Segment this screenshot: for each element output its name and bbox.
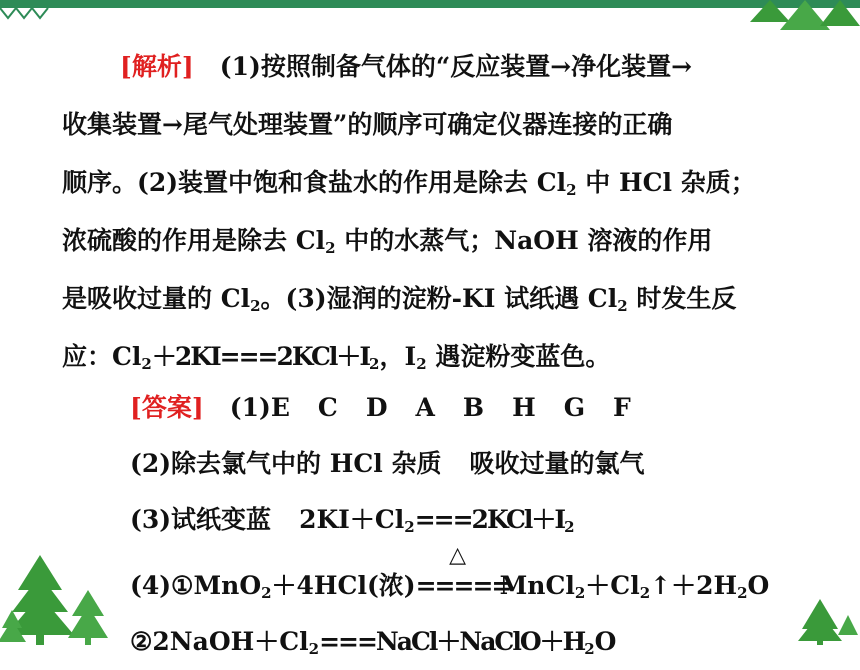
- analysis-tag: [解析]: [120, 52, 194, 81]
- subscript: 2: [250, 297, 261, 315]
- tree-decoration-top-right: [750, 0, 860, 40]
- answer-part-2a: (2)除去氯气中的 HCl 杂质: [130, 449, 442, 478]
- answer-part-5a: ②2NaOH＋Cl: [130, 627, 309, 656]
- analysis-line-3b: 中 HCl 杂质；: [576, 168, 756, 197]
- answer-part-5c: O: [594, 627, 617, 656]
- answer-item: B: [462, 393, 485, 422]
- answer-line-1: [62, 380, 802, 436]
- answer-line-2: [62, 436, 802, 492]
- answer-item: D: [365, 393, 388, 422]
- subscript: 2: [369, 355, 380, 373]
- subscript: 2: [737, 584, 748, 602]
- answer-part-2b: 吸收过量的氯气: [469, 449, 645, 478]
- analysis-line-6b: ＋2KI===2KCl＋I: [151, 342, 370, 371]
- answer-part-5b: ===NaCl＋NaClO＋H: [319, 627, 585, 656]
- subscript: 2: [564, 518, 575, 536]
- subscript: 2: [141, 355, 152, 373]
- subscript: 2: [416, 355, 427, 373]
- analysis-line-2: 收集装置→尾气处理装置”的顺序可确定仪器连接的正确: [62, 110, 673, 139]
- analysis-line-5b: 。(3)湿润的淀粉-KI 试纸遇 Cl: [260, 284, 618, 313]
- subscript: 2: [404, 518, 415, 536]
- answer-part-4e: ↑＋2H: [650, 571, 738, 600]
- answer-item: F: [613, 393, 631, 422]
- answer-part-4d: ＋Cl: [585, 571, 640, 600]
- answer-tag: [答案]: [130, 393, 204, 422]
- analysis-line-4b: 中的水蒸气；NaOH 溶液的作用: [335, 226, 713, 255]
- answer-part-4f: O: [747, 571, 770, 600]
- content-area: [62, 38, 802, 670]
- answer-part-4a: (4)①MnO: [130, 571, 262, 600]
- subscript: 2: [261, 584, 272, 602]
- subscript: 2: [566, 181, 577, 199]
- answer-item: A: [415, 393, 435, 422]
- analysis-paragraph: [62, 38, 802, 386]
- subscript: 2: [574, 584, 586, 602]
- analysis-line-1: (1)按照制备气体的“反应装置→净化装置→: [219, 52, 693, 81]
- subscript: 2: [308, 640, 320, 658]
- answer-line-5: [62, 614, 802, 670]
- heating-condition: [415, 543, 511, 614]
- answer-part-4c: MnCl: [499, 571, 575, 600]
- analysis-line-5c: 时发生反: [627, 284, 737, 313]
- answer-line-4: [62, 543, 802, 614]
- answer-part-4b: ＋4HCl(浓): [271, 571, 416, 600]
- analysis-line-5a: 是吸收过量的 Cl: [62, 284, 251, 313]
- answer-part-3a: (3)试纸变蓝: [130, 505, 272, 534]
- analysis-line-3a: 顺序。(2)装置中饱和食盐水的作用是除去 Cl: [62, 168, 567, 197]
- top-zigzag-decoration: [0, 8, 860, 20]
- reaction-equals: =====: [415, 571, 511, 600]
- subscript: 2: [584, 640, 595, 658]
- answer-item: C: [317, 393, 338, 422]
- analysis-line-6d: 遇淀粉变蓝色。: [426, 342, 611, 371]
- heat-triangle-icon: △: [449, 543, 467, 568]
- answer-part-3b: 2KI＋Cl: [299, 505, 405, 534]
- top-border: [0, 0, 860, 8]
- analysis-line-6a: 应：Cl: [62, 342, 142, 371]
- analysis-line-6c: ，I: [379, 342, 417, 371]
- subscript: 2: [639, 584, 651, 602]
- subscript: 2: [617, 297, 628, 315]
- answer-item: H: [512, 393, 536, 422]
- answer-item: G: [563, 393, 586, 422]
- answer-item: E: [270, 393, 290, 422]
- subscript: 2: [325, 239, 336, 257]
- answer-part-1-label: (1): [229, 393, 271, 422]
- analysis-line-4a: 浓硫酸的作用是除去 Cl: [62, 226, 326, 255]
- answer-part-3c: ===2KCl＋I: [414, 505, 565, 534]
